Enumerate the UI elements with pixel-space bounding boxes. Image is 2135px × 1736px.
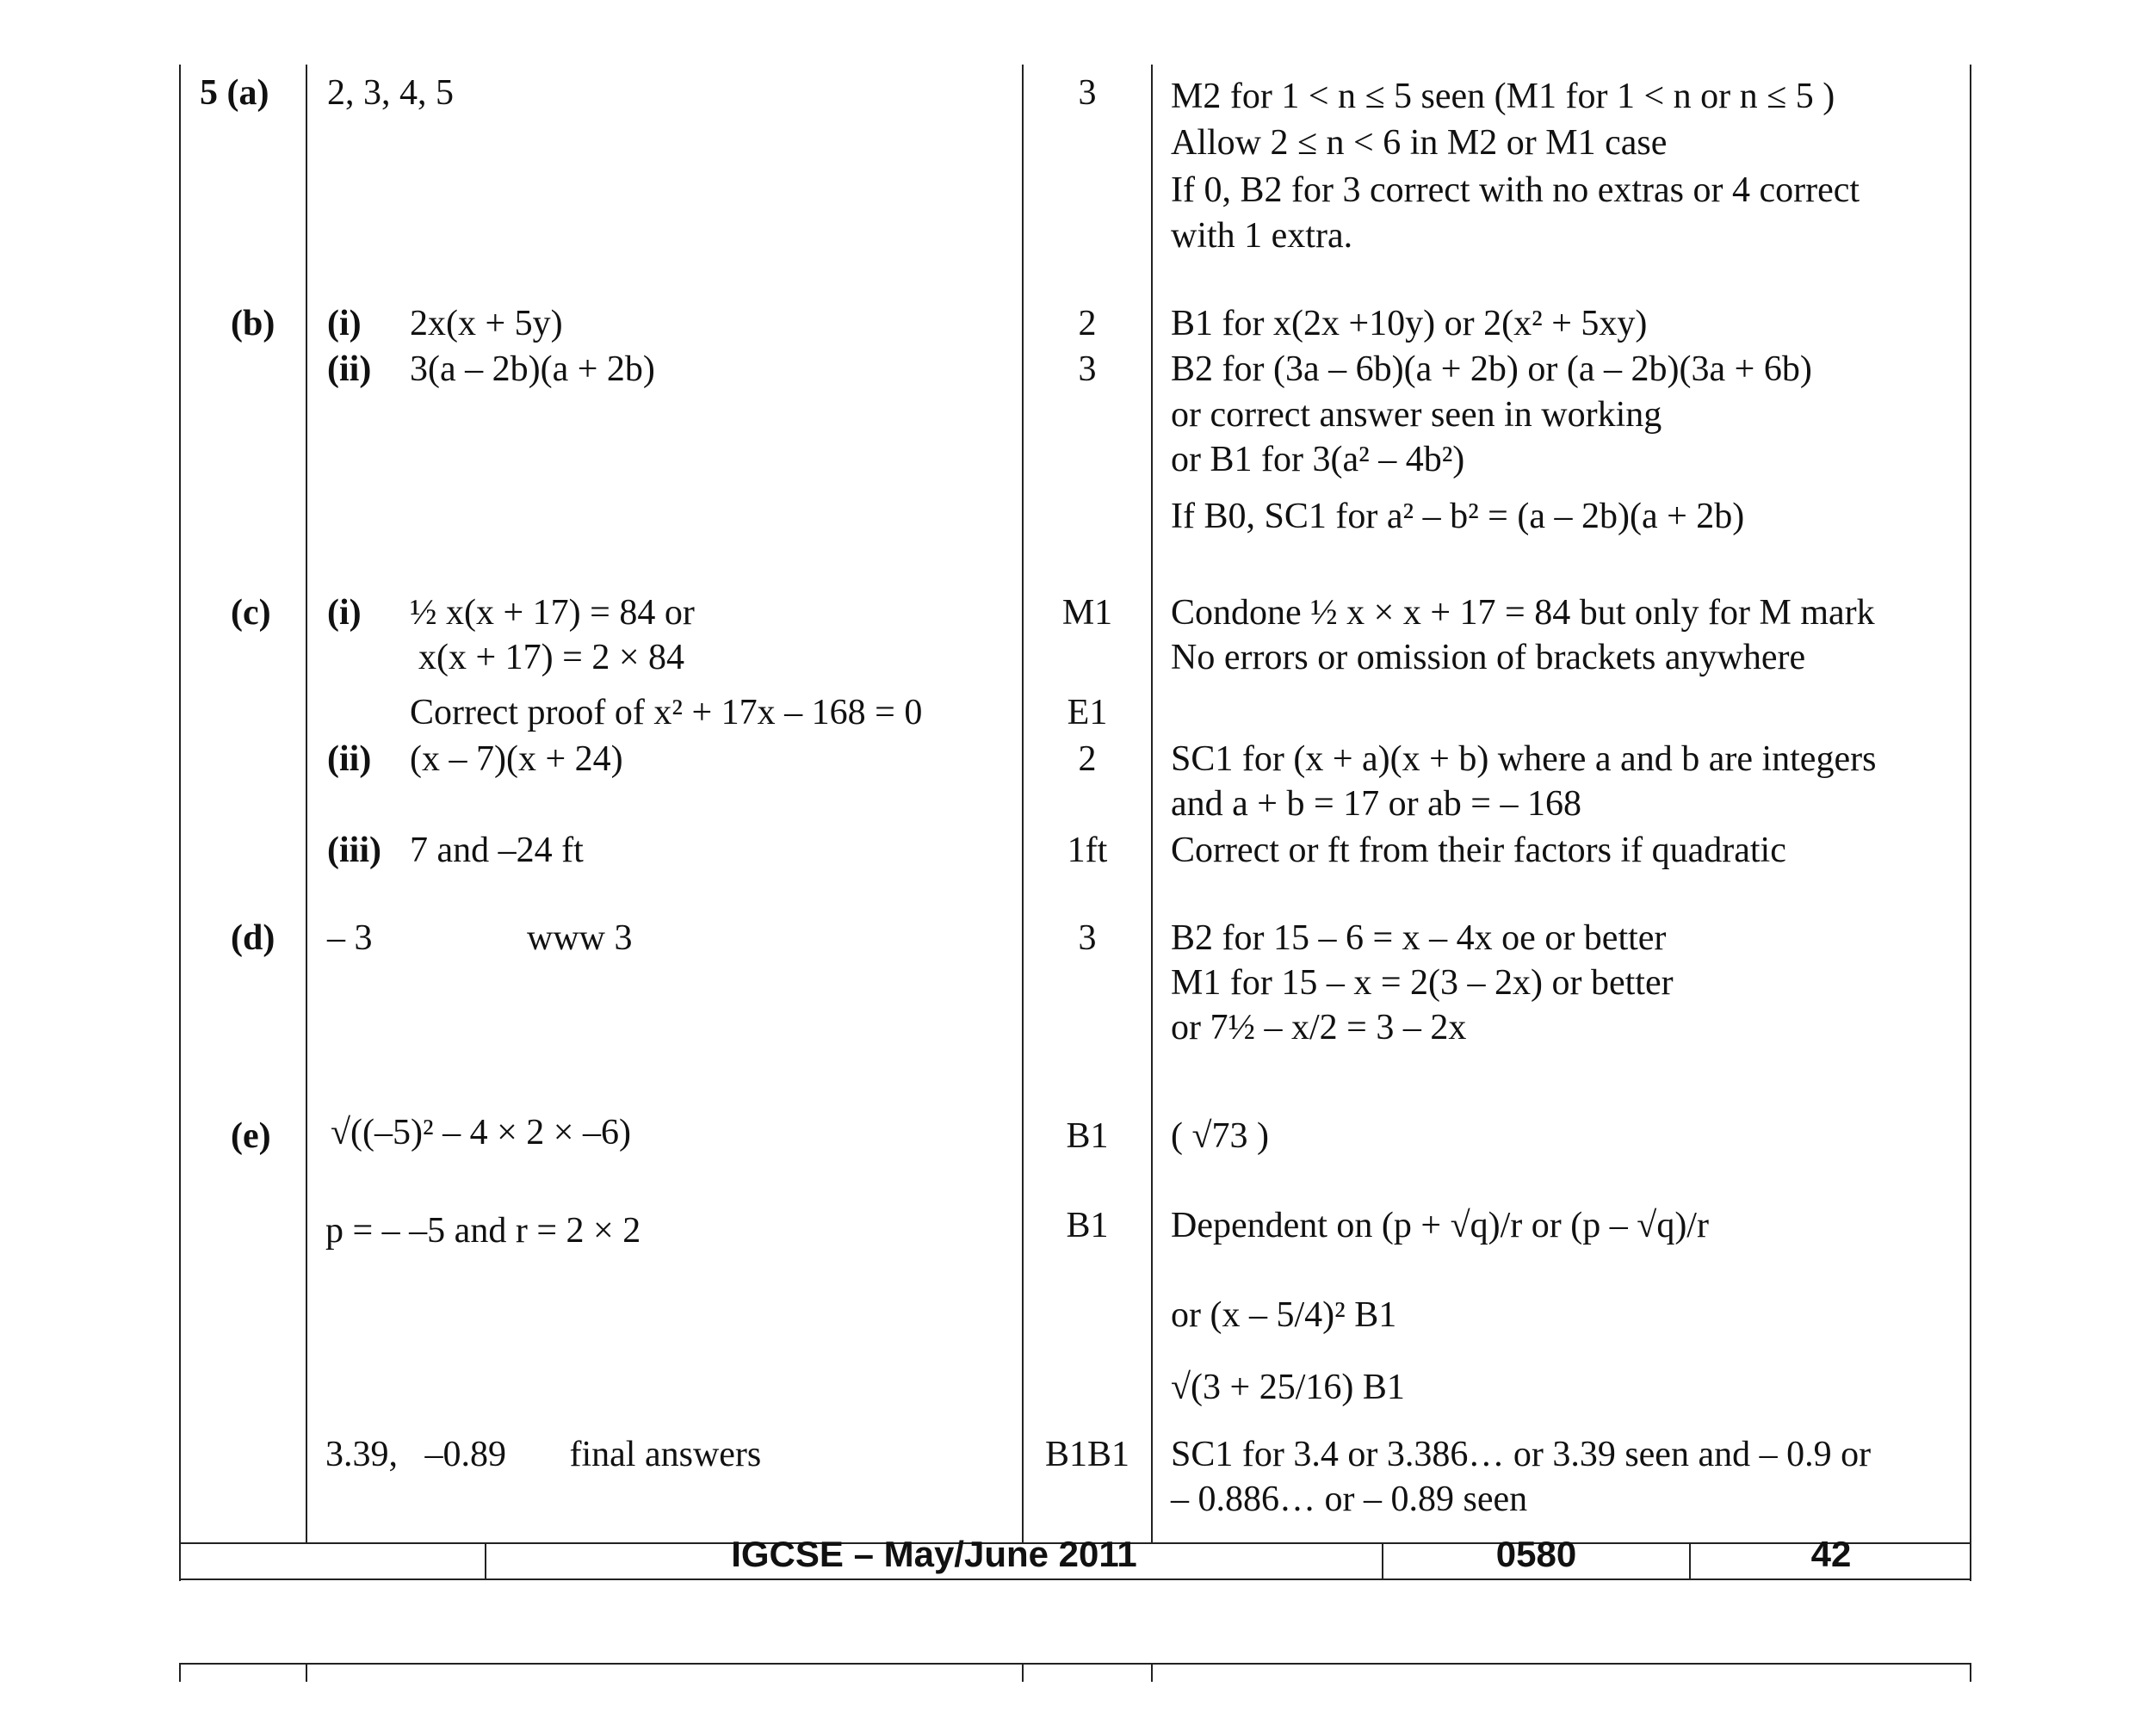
footer-exam: IGCSE – May/June 2011 [731, 1534, 1137, 1574]
note-5c-5: Correct or ft from their factors if quadratic [1171, 831, 1786, 870]
table-divider-answer [1022, 65, 1024, 1543]
note-5c-2: No errors or omission of brackets anywhere [1171, 638, 1806, 677]
next-table-right [1970, 1663, 1971, 1682]
answer-5c-i-1: ½ x(x + 17) = 84 or [410, 593, 695, 633]
note-5c-4: and a + b = 17 or ab = – 168 [1171, 784, 1581, 824]
answer-5b-ii: 3(a – 2b)(a + 2b) [410, 349, 655, 389]
mark-5e-final: B1B1 [1044, 1435, 1130, 1474]
sub-label-c-ii: (ii) [327, 739, 372, 779]
note-5b-3: or correct answer seen in working [1171, 395, 1662, 435]
note-5b-5: If B0, SC1 for a² – b² = (a – 2b)(a + 2b) [1171, 497, 1745, 536]
next-table-div-2 [1022, 1663, 1024, 1682]
mark-5e-1: B1 [1066, 1116, 1109, 1156]
note-5e-3: or (x – 5/4)² B1 [1171, 1295, 1397, 1335]
note-5b-1: B1 for x(2x +10y) or 2(x² + 5xy) [1171, 304, 1648, 343]
sub-label-b-i: (i) [327, 304, 362, 343]
answer-5c-i-2: x(x + 17) = 2 × 84 [418, 638, 685, 677]
mark-5e-2: B1 [1066, 1206, 1109, 1245]
footer-paper: 42 [1810, 1534, 1852, 1574]
note-5e-2: Dependent on (p + √q)/r or (p – √q)/r [1171, 1206, 1709, 1245]
note-5a-3: If 0, B2 for 3 correct with no extras or 4 correct [1171, 170, 1860, 210]
note-5e-1: ( √73 ) [1171, 1116, 1270, 1156]
next-table-left [179, 1663, 181, 1682]
part-label-e: (e) [231, 1116, 271, 1156]
table-border-left [179, 65, 181, 1581]
answer-5e-2: p = – –5 and r = 2 × 2 [325, 1211, 641, 1251]
note-5b-2: B2 for (3a – 6b)(a + 2b) or (a – 2b)(3a + 6b) [1171, 349, 1812, 389]
note-5c-1: Condone ½ x × x + 17 = 84 but only for M mark [1171, 593, 1875, 633]
table-divider-mark [1151, 65, 1153, 1543]
answer-5d-www: www 3 [527, 918, 633, 958]
note-5b-4: or B1 for 3(a² – 4b²) [1171, 440, 1465, 479]
note-5d-3: or 7½ – x/2 = 3 – 2x [1171, 1008, 1467, 1047]
note-5d-1: B2 for 15 – 6 = x – 4x oe or better [1171, 918, 1667, 958]
sub-label-c-i: (i) [327, 593, 362, 633]
table-border-right [1970, 65, 1971, 1581]
answer-5c-iii: 7 and –24 ft [410, 831, 584, 870]
note-5a-4: with 1 extra. [1171, 216, 1353, 256]
answer-5e-final: 3.39, –0.89 final answers [325, 1435, 762, 1474]
next-table-top-line [179, 1663, 1971, 1665]
answer-5c-i-3: Correct proof of x² + 17x – 168 = 0 [410, 693, 923, 732]
part-label-d: (d) [231, 918, 275, 958]
footer-syllabus: 0580 [1495, 1534, 1577, 1574]
mark-5a: 3 [1078, 73, 1097, 113]
mark-5c-i-E1: E1 [1067, 693, 1108, 732]
table-divider-part [306, 65, 307, 1543]
next-table-div-3 [1151, 1663, 1153, 1682]
note-5c-3: SC1 for (x + a)(x + b) where a and b are integers [1171, 739, 1877, 779]
sub-label-b-ii: (ii) [327, 349, 372, 389]
answer-5a: 2, 3, 4, 5 [327, 73, 454, 113]
note-5e-4: √(3 + 25/16) B1 [1171, 1368, 1405, 1407]
note-5d-2: M1 for 15 – x = 2(3 – 2x) or better [1171, 963, 1674, 1003]
sub-label-c-iii: (iii) [327, 831, 381, 870]
part-label-b: (b) [231, 304, 275, 343]
mark-5b-ii: 3 [1078, 349, 1097, 389]
answer-5d: – 3 [327, 918, 373, 958]
answer-5c-ii: (x – 7)(x + 24) [410, 739, 623, 779]
answer-5b-i: 2x(x + 5y) [410, 304, 563, 343]
question-number: 5 (a) [200, 73, 269, 113]
mark-5c-ii: 2 [1078, 739, 1097, 779]
note-5e-final-1: SC1 for 3.4 or 3.386… or 3.39 seen and – 0.9 or [1171, 1435, 1872, 1474]
mark-5c-i-M1: M1 [1061, 593, 1113, 633]
mark-5b-i: 2 [1078, 304, 1097, 343]
mark-5d: 3 [1078, 918, 1097, 958]
answer-5e-1: √((–5)² – 4 × 2 × –6) [331, 1113, 631, 1152]
part-label-c: (c) [231, 593, 271, 633]
note-5a-2: Allow 2 ≤ n < 6 in M2 or M1 case [1171, 123, 1668, 163]
next-table-div-1 [306, 1663, 307, 1682]
footer-bottom-line [179, 1578, 1971, 1580]
note-5a-1: M2 for 1 < n ≤ 5 seen (M1 for 1 < n or n ≤ 5 ) [1171, 77, 1835, 116]
mark-5c-iii: 1ft [1067, 831, 1108, 870]
note-5e-final-2: – 0.886… or – 0.89 seen [1171, 1480, 1528, 1519]
